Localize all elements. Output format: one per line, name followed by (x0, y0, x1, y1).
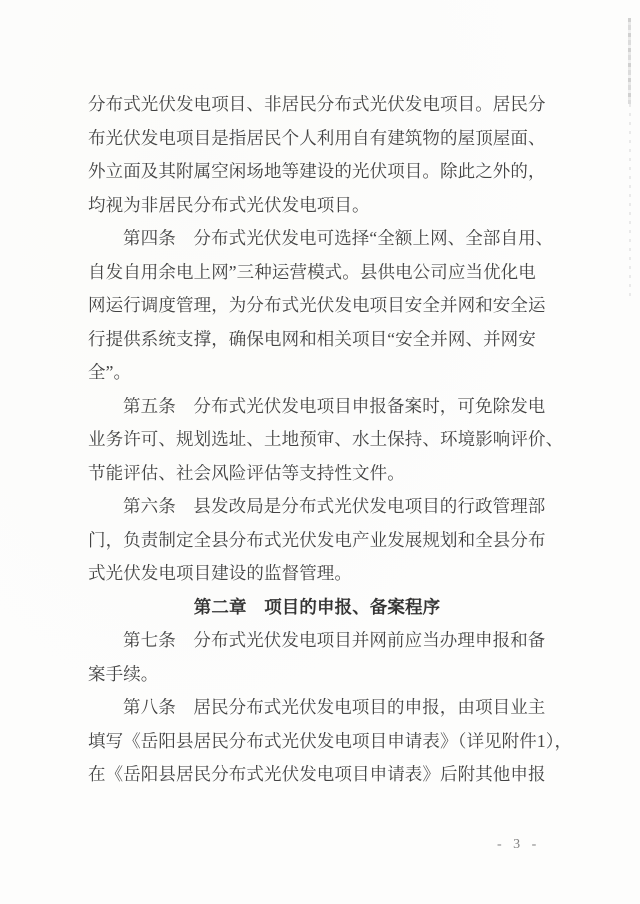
doc-line: 填写《岳阳县居民分布式光伏发电项目申请表》（详见附件1）， (88, 730, 573, 751)
chapter-heading: 第二章 项目的申报、备案程序 (193, 596, 441, 617)
doc-line: 行提供系统支撑，确保电网和相关项目“安全并网、并网安 (88, 328, 536, 349)
doc-line-article-7: 第七条 分布式光伏发电项目并网前应当办理申报和备 (123, 630, 546, 650)
doc-line: 分布式光伏发电项目、非居民分布式光伏发电项目。居民分 (88, 94, 546, 114)
doc-line: 业务许可、规划选址、土地预审、水土保持、环境影响评价、 (88, 429, 564, 449)
doc-line-article-6: 第六条 县发改局是分布式光伏发电项目的行政管理部 (123, 496, 546, 516)
doc-line: 全”。 (88, 362, 132, 382)
doc-line: 自发自用余电上网”三种运营模式。县供电公司应当优化电 (88, 261, 536, 282)
doc-line: 网运行调度管理，为分布式光伏发电项目安全并网和安全运 (88, 295, 546, 315)
page-number: - 3 - (497, 837, 541, 852)
doc-line: 均视为非居民分布式光伏发电项目。 (88, 194, 370, 215)
doc-line: 布光伏发电项目是指居民个人利用自有建筑物的屋顶屋面、 (88, 127, 546, 148)
doc-line: 案手续。 (88, 663, 159, 684)
doc-line: 节能评估、社会风险评估等支持性文件。 (88, 462, 405, 483)
scan-artifact-line-faint (629, 104, 631, 299)
document-body (88, 88, 573, 792)
doc-line-article-8: 第八条 居民分布式光伏发电项目的申报，由项目业主 (123, 697, 546, 717)
doc-line-article-4: 第四条 分布式光伏发电可选择“全额上网、全部自用、 (123, 228, 554, 248)
doc-line: 式光伏发电项目建设的监督管理。 (88, 563, 352, 583)
doc-line: 外立面及其附属空闲场地等建设的光伏项目。除此之外的， (88, 161, 546, 181)
scan-artifact-line (628, 18, 631, 104)
doc-line: 门，负责制定全县分布式光伏发电产业发展规划和全县分布 (88, 529, 546, 550)
doc-line-article-5: 第五条 分布式光伏发电项目申报备案时，可免除发电 (123, 395, 546, 416)
doc-line: 在《岳阳县居民分布式光伏发电项目申请表》后附其他申报 (88, 764, 546, 784)
